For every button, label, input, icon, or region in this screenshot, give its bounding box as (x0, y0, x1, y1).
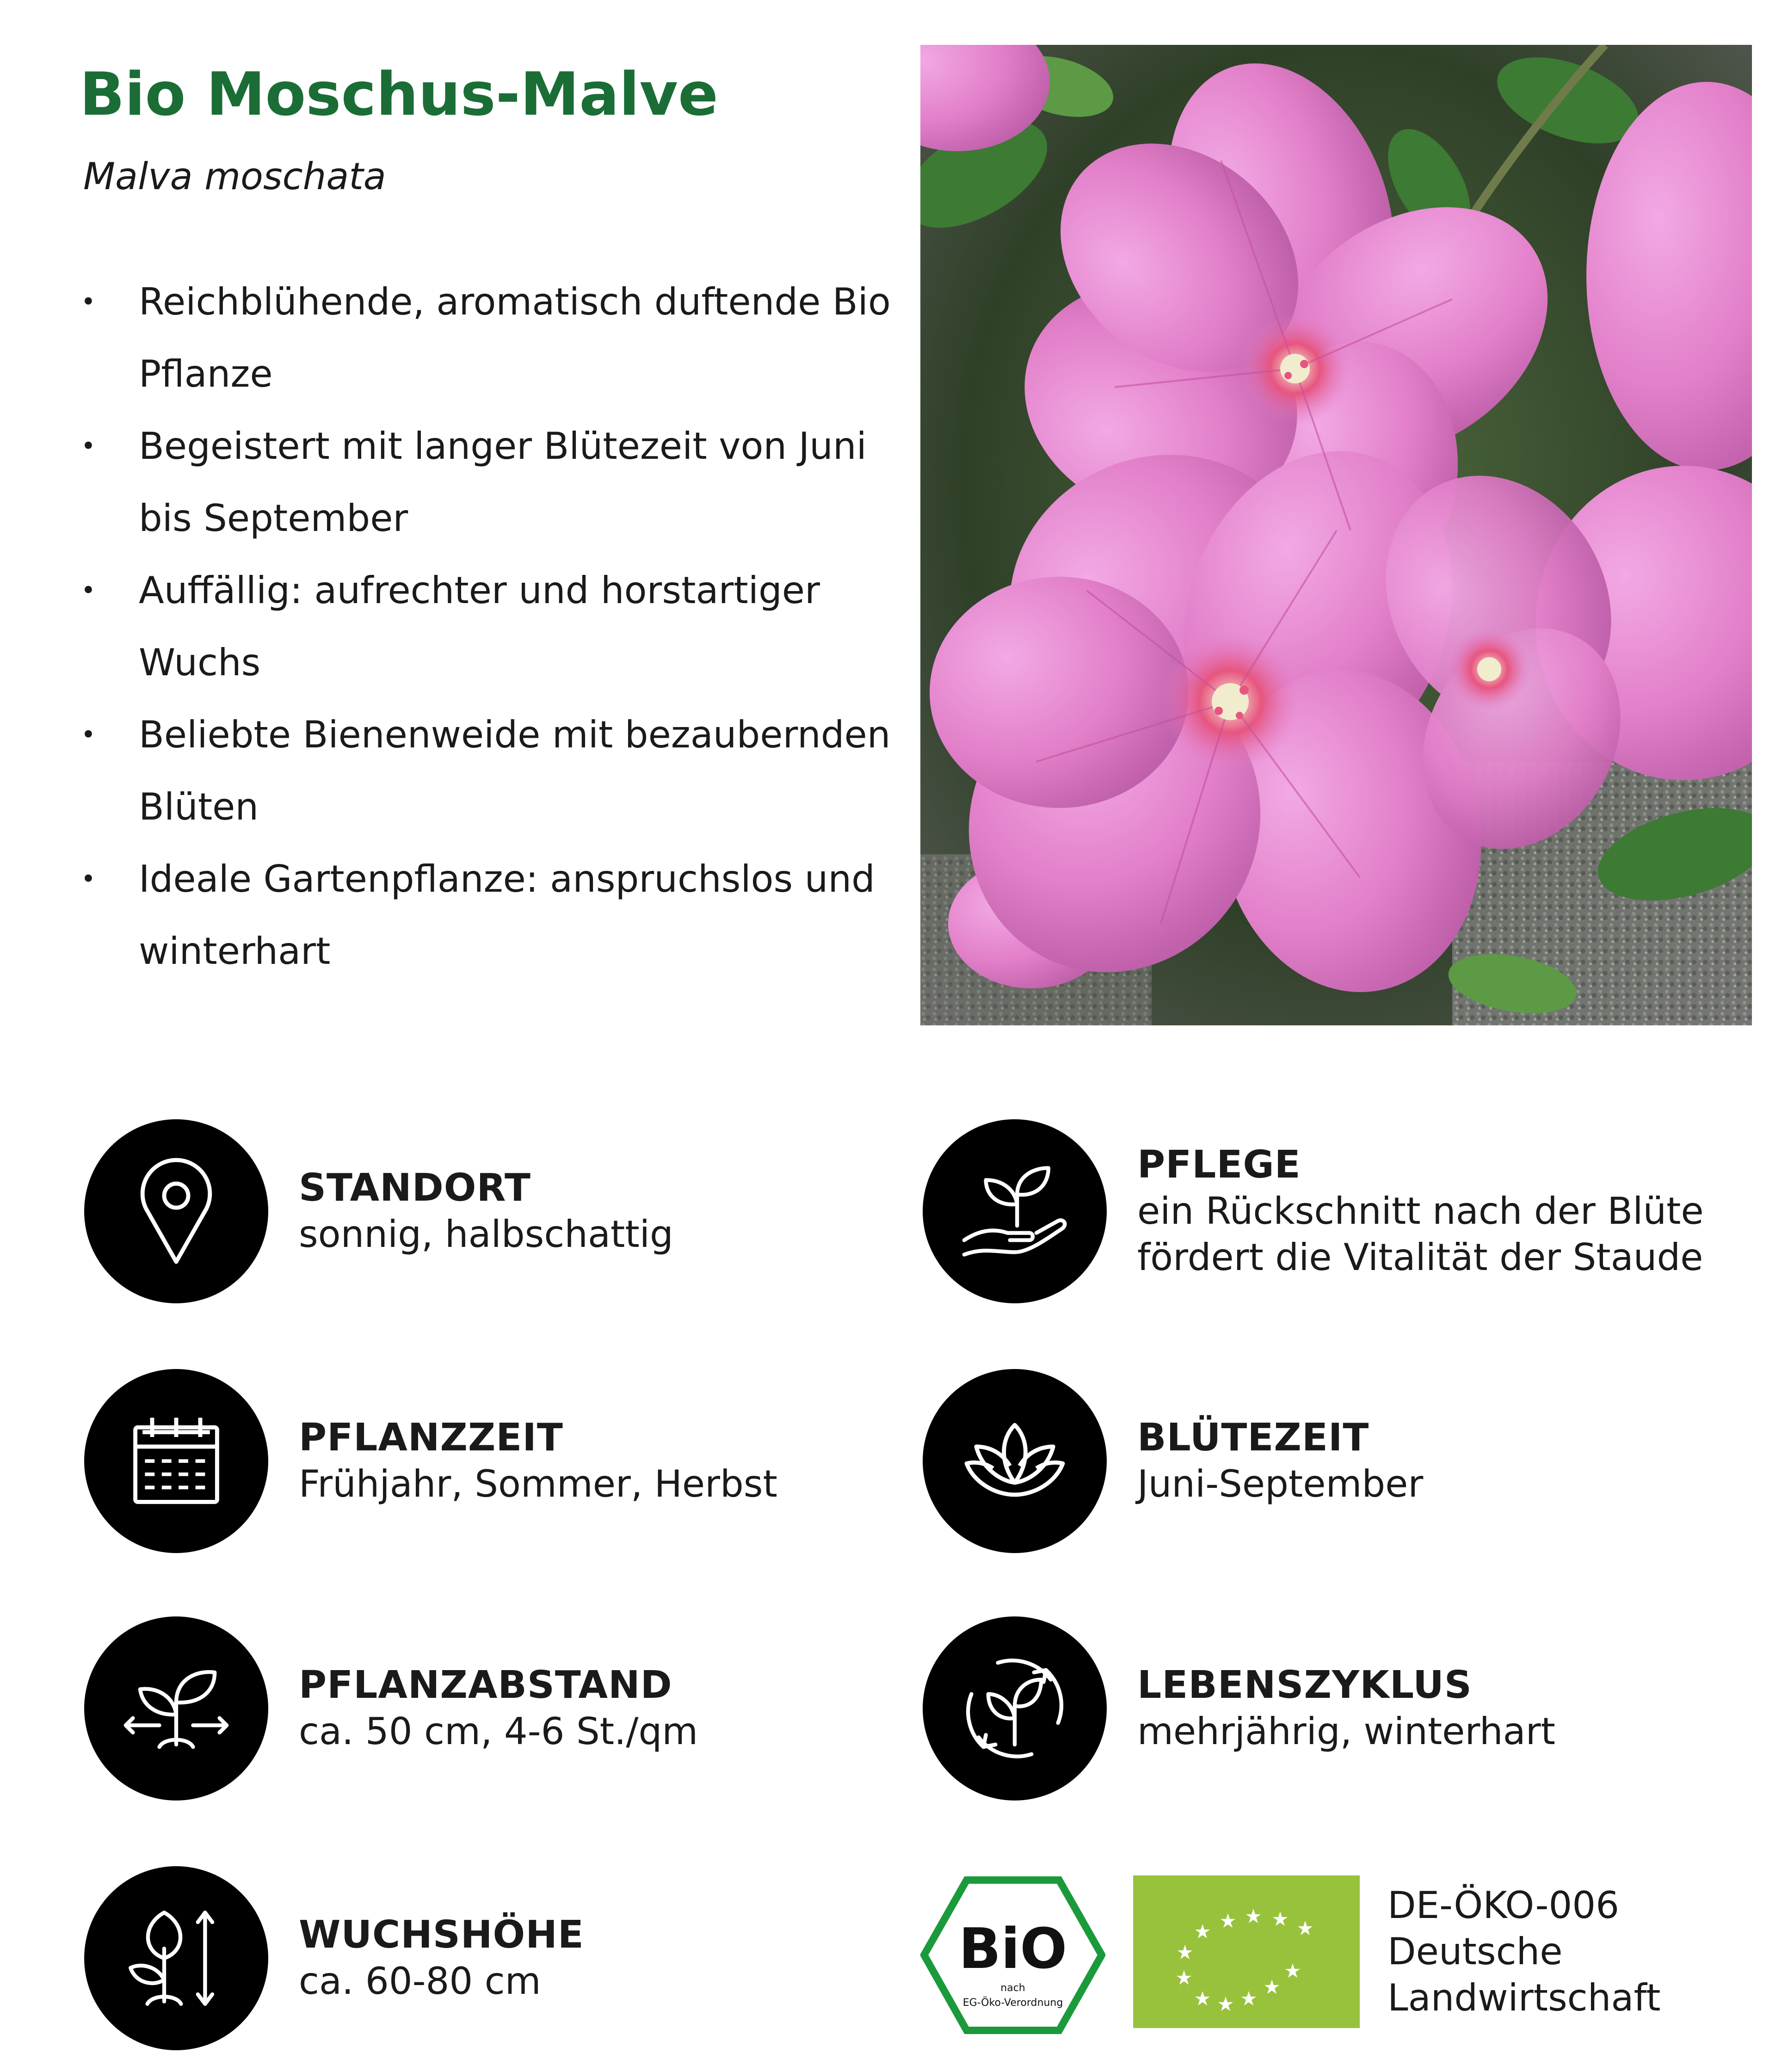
certification-line-2: Deutsche (1388, 1930, 1563, 1973)
certification-line-3: Landwirtschaft (1388, 1976, 1661, 2019)
bio-seal-sub-text-1: nach (1000, 1982, 1025, 1994)
info-standort (84, 1119, 673, 1303)
bluetezeit-label: BLÜTEZEIT (1137, 1416, 1369, 1460)
standort-label: STANDORT (299, 1166, 531, 1210)
bullet: • (81, 432, 96, 461)
seedling-spacing-icon (116, 1648, 236, 1769)
feature-item (81, 843, 895, 987)
product-photo (920, 45, 1752, 1025)
certification-code: DE-ÖKO-006 (1388, 1884, 1620, 1927)
feature-text: Reichblühende, aromatisch duftende Bio Pflanze (139, 280, 891, 395)
info-bluetezeit (923, 1369, 1423, 1553)
info-pflege (923, 1119, 1704, 1303)
lebenszyklus-value: mehrjährig, winterhart (1137, 1710, 1555, 1753)
feature-list (81, 266, 895, 987)
info-pflanzzeit (84, 1369, 777, 1553)
pflanzzeit-value: Frühjahr, Sommer, Herbst (299, 1462, 777, 1505)
feature-text: Auffällig: aufrechter und horstartiger Wuchs (139, 569, 820, 684)
feature-item (81, 266, 895, 410)
pflege-value-line-1: ein Rückschnitt nach der Blüte (1137, 1190, 1704, 1233)
info-pflanzabstand (84, 1616, 698, 1801)
bluetezeit-icon-circle (923, 1369, 1107, 1553)
location-pin-icon (116, 1151, 236, 1271)
bluetezeit-value: Juni-September (1137, 1462, 1424, 1505)
bullet: • (81, 576, 96, 605)
pflanzabstand-icon-circle (84, 1616, 268, 1801)
standort-value: sonnig, halbschattig (299, 1213, 673, 1256)
calendar-icon (116, 1401, 236, 1521)
info-lebenszyklus (923, 1616, 1555, 1801)
standort-icon-circle (84, 1119, 268, 1303)
feature-item (81, 699, 895, 843)
pflanzabstand-value: ca. 50 cm, 4-6 St./qm (299, 1710, 698, 1753)
eu-organic-leaf-stars-icon (1133, 1875, 1360, 2028)
product-title: Bio Moschus-Malve (80, 60, 718, 129)
feature-text: Ideale Gartenpflanze: anspruchslos und winterhart (139, 857, 875, 973)
lebenszyklus-label: LEBENSZYKLUS (1137, 1663, 1472, 1707)
info-wuchshoehe (84, 1866, 584, 2050)
bio-seal-sub-text-2: EG-Öko-Verordnung (962, 1997, 1063, 2009)
pflanzzeit-icon-circle (84, 1369, 268, 1553)
certification-text (1388, 1882, 1661, 2021)
pflege-icon-circle (923, 1119, 1107, 1303)
wuchshoehe-label: WUCHSHÖHE (299, 1913, 584, 1957)
wuchshoehe-value: ca. 60-80 cm (299, 1960, 541, 2003)
feature-text: Begeistert mit langer Blütezeit von Juni bis September (139, 425, 867, 540)
pflege-label: PFLEGE (1137, 1143, 1301, 1187)
bullet: • (81, 720, 96, 749)
plant-cycle-icon (955, 1648, 1075, 1769)
feature-text: Beliebte Bienenweide mit bezaubernden Blüten (139, 713, 891, 828)
flower-photo-illustration (920, 45, 1752, 1025)
lebenszyklus-icon-circle (923, 1616, 1107, 1801)
pflanzabstand-label: PFLANZABSTAND (299, 1663, 672, 1707)
bio-seal-logo (920, 1875, 1105, 2035)
feature-item (81, 410, 895, 555)
plant-height-icon (116, 1898, 236, 2018)
eu-organic-logo (1133, 1875, 1360, 2028)
bullet: • (81, 287, 96, 316)
feature-item (81, 555, 895, 699)
wuchshoehe-icon-circle (84, 1866, 268, 2050)
bullet: • (81, 864, 96, 894)
hand-seedling-icon (955, 1151, 1075, 1271)
pflege-value-line-2: fördert die Vitalität der Staude (1137, 1236, 1703, 1279)
latin-name: Malva moschata (83, 155, 386, 198)
pflanzzeit-label: PFLANZZEIT (299, 1416, 563, 1460)
lotus-flower-icon (955, 1401, 1075, 1521)
bio-seal-main-text: BiO (958, 1917, 1067, 1981)
